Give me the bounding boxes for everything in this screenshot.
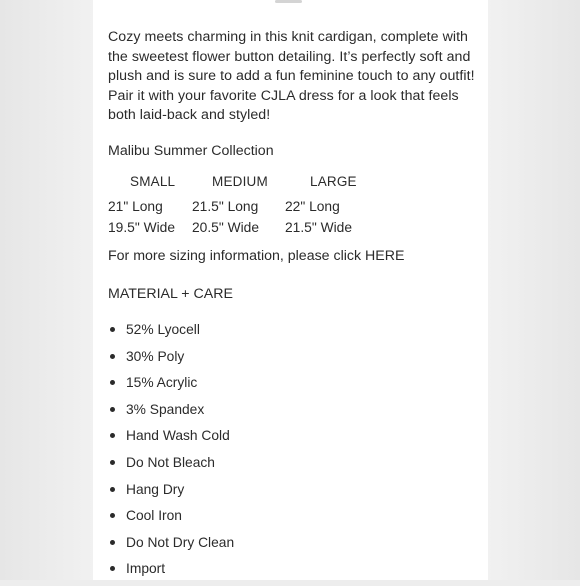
sizing-here-link[interactable]: HERE bbox=[365, 248, 405, 264]
bullet-icon bbox=[110, 513, 115, 518]
size-length: 21.5" Long bbox=[192, 199, 259, 214]
product-details-sheet[interactable] bbox=[93, 0, 488, 580]
material-care-list bbox=[108, 320, 234, 586]
bullet-icon bbox=[110, 327, 115, 332]
bullet-icon bbox=[110, 407, 115, 412]
bullet-icon bbox=[110, 460, 115, 465]
list-item: Cool Iron bbox=[108, 506, 234, 533]
background-left bbox=[0, 0, 94, 580]
size-width: 20.5" Wide bbox=[192, 220, 260, 235]
list-item: Hand Wash Cold bbox=[108, 426, 234, 453]
list-item: Do Not Dry Clean bbox=[108, 533, 234, 560]
list-item: Hang Dry bbox=[108, 480, 234, 507]
bullet-icon bbox=[110, 354, 115, 359]
bullet-icon bbox=[110, 566, 115, 571]
size-label: SMALL bbox=[130, 174, 176, 189]
sheet-drag-handle[interactable] bbox=[275, 0, 302, 3]
list-item: 52% Lyocell bbox=[108, 320, 234, 347]
collection-name: Malibu Summer Collection bbox=[108, 143, 274, 159]
size-length: 22" Long bbox=[285, 199, 340, 214]
bullet-icon bbox=[110, 540, 115, 545]
size-label: MEDIUM bbox=[212, 174, 268, 189]
list-item: 30% Poly bbox=[108, 347, 234, 374]
bullet-icon bbox=[110, 487, 115, 492]
material-care-title: MATERIAL + CARE bbox=[108, 286, 233, 302]
background-right bbox=[488, 0, 580, 580]
size-width: 19.5" Wide bbox=[108, 220, 176, 235]
sizing-info bbox=[108, 248, 404, 264]
sizing-info-text: For more sizing information, please click bbox=[108, 248, 366, 264]
size-length: 21" Long bbox=[108, 199, 163, 214]
size-column-medium bbox=[192, 174, 268, 238]
bullet-icon bbox=[110, 380, 115, 385]
product-description: Cozy meets charming in this knit cardigan, complete with the sweetest flower button detailing. It’s perfectly soft and plush and is sure to add a fun feminine touch to any outfit! Pair it with your favorite CJLA dress for a look that feels both laid-back and styled! bbox=[108, 29, 475, 123]
size-width: 21.5" Wide bbox=[285, 220, 353, 235]
list-item: Do Not Bleach bbox=[108, 453, 234, 480]
list-item: 3% Spandex bbox=[108, 400, 234, 427]
size-column-large bbox=[285, 174, 357, 238]
size-column-small bbox=[108, 174, 175, 238]
list-item: Import bbox=[108, 559, 234, 586]
sheet-content bbox=[108, 28, 480, 577]
bullet-icon bbox=[110, 433, 115, 438]
list-item: 15% Acrylic bbox=[108, 373, 234, 400]
size-label: LARGE bbox=[310, 174, 357, 189]
